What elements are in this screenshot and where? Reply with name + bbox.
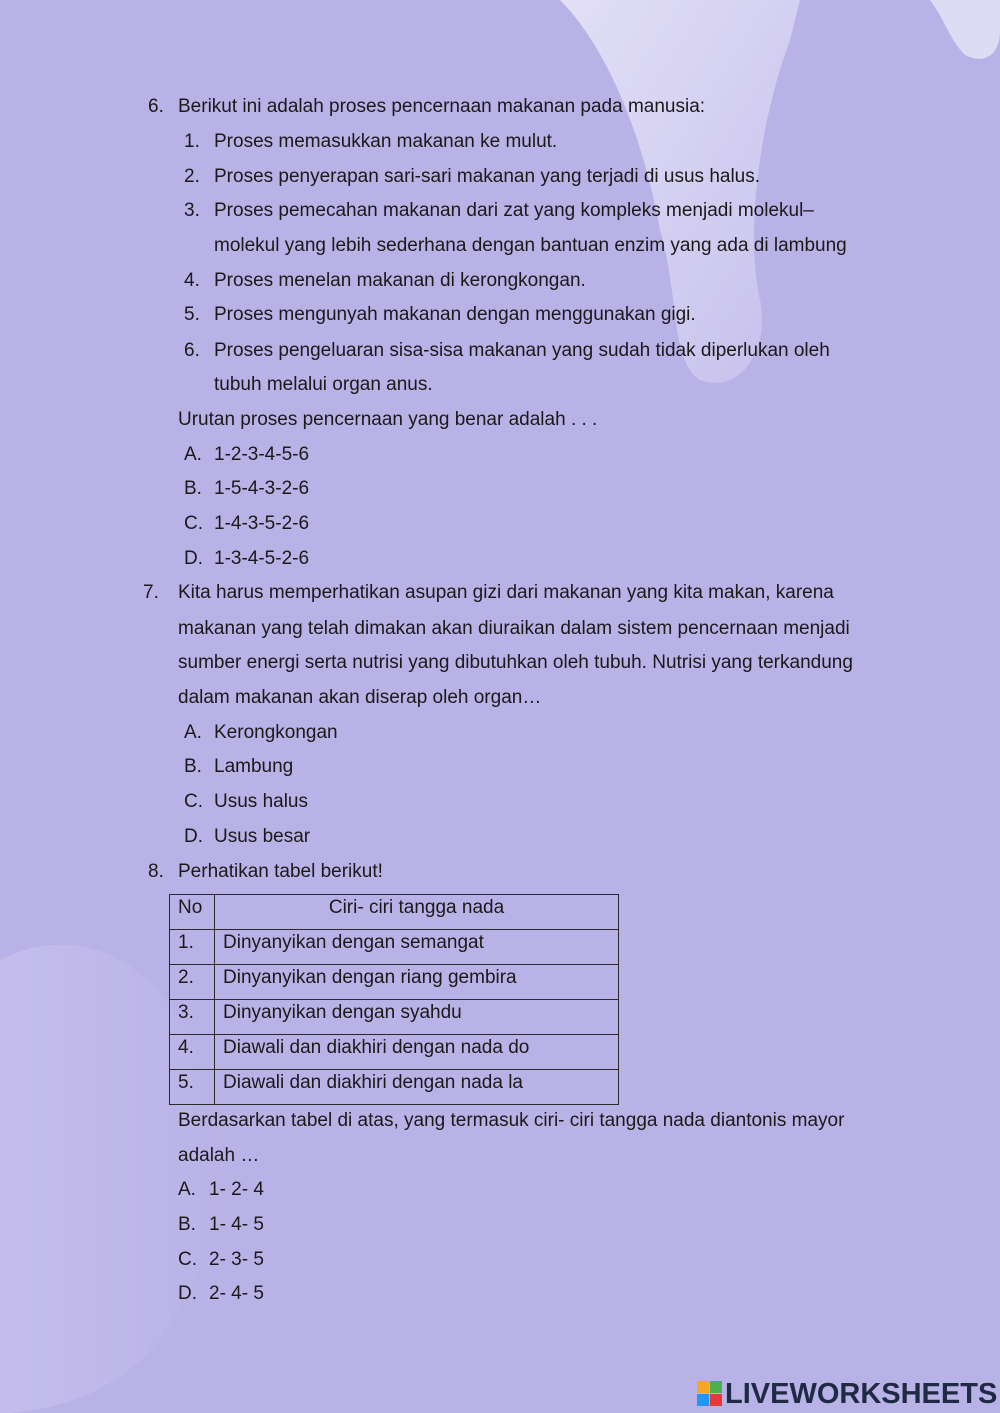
q6-option-letter: C. — [184, 513, 203, 534]
q6-question: Urutan proses pencernaan yang benar adalah . . . — [178, 409, 598, 430]
q6-option-letter: A. — [184, 444, 202, 465]
q8-option-c[interactable]: 2- 3- 5 — [209, 1249, 264, 1270]
q7-option-letter: B. — [184, 756, 202, 777]
liveworksheets-logo — [697, 1378, 997, 1410]
table-cell-ciri: Dinyanyikan dengan riang gembira — [215, 965, 619, 1000]
q8-number: 8. — [148, 861, 164, 882]
table-cell-ciri: Dinyanyikan dengan syahdu — [215, 1000, 619, 1035]
tangga-nada-table — [169, 894, 619, 1105]
q6-step-text: Proses memasukkan makanan ke mulut. — [214, 131, 558, 152]
q8-stem: Perhatikan tabel berikut! — [178, 861, 383, 882]
q6-step-number: 6. — [184, 340, 200, 361]
q7-text-line: dalam makanan akan diserap oleh organ… — [178, 687, 542, 708]
q8-question-line: Berdasarkan tabel di atas, yang termasuk ciri- ciri tangga nada diantonis mayor — [178, 1110, 845, 1131]
q6-option-a[interactable]: 1-2-3-4-5-6 — [214, 444, 310, 465]
q7-option-letter: A. — [184, 722, 202, 743]
table-header-row — [170, 895, 619, 930]
table-cell-no: 1. — [170, 930, 215, 965]
logo-text: LIVEWORKSHEETS — [725, 1377, 998, 1410]
table-cell-no: 4. — [170, 1035, 215, 1070]
q8-option-letter: C. — [178, 1249, 197, 1270]
table-cell-no: 5. — [170, 1070, 215, 1105]
table-row — [170, 930, 619, 965]
q7-option-c[interactable]: Usus halus — [214, 791, 308, 812]
q6-step-number: 3. — [184, 200, 200, 221]
q6-option-b[interactable]: 1-5-4-3-2-6 — [214, 478, 310, 499]
q6-option-letter: B. — [184, 478, 202, 499]
table-cell-no: 2. — [170, 965, 215, 1000]
q6-number: 6. — [148, 96, 164, 117]
q6-option-d[interactable]: 1-3-4-5-2-6 — [214, 548, 310, 569]
table-header-ciri: Ciri- ciri tangga nada — [215, 895, 619, 930]
liveworksheets-logo-icon — [697, 1381, 723, 1407]
q6-step-text: Proses pemecahan makanan dari zat yang kompleks menjadi molekul– — [214, 200, 814, 221]
q7-text-line: makanan yang telah dimakan akan diuraikan dalam sistem pencernaan menjadi — [178, 618, 850, 639]
table-row — [170, 1035, 619, 1070]
q7-option-letter: C. — [184, 791, 203, 812]
q7-number: 7. — [143, 582, 159, 603]
q8-question-line: adalah … — [178, 1145, 260, 1166]
q8-option-a[interactable]: 1- 2- 4 — [209, 1179, 264, 1200]
q7-option-b[interactable]: Lambung — [214, 756, 294, 777]
q6-step-text: Proses mengunyah makanan dengan menggunakan gigi. — [214, 304, 696, 325]
q7-option-d[interactable]: Usus besar — [214, 826, 311, 847]
q6-option-letter: D. — [184, 548, 203, 569]
q7-option-letter: D. — [184, 826, 203, 847]
q8-option-d[interactable]: 2- 4- 5 — [209, 1283, 264, 1304]
q8-option-b[interactable]: 1- 4- 5 — [209, 1214, 264, 1235]
q7-option-a[interactable]: Kerongkongan — [214, 722, 338, 743]
q6-step-number: 1. — [184, 131, 200, 152]
q6-option-c[interactable]: 1-4-3-5-2-6 — [214, 513, 310, 534]
q6-step-text: Proses pengeluaran sisa-sisa makanan yang sudah tidak diperlukan oleh — [214, 340, 830, 361]
q6-step-text: Proses menelan makanan di kerongkongan. — [214, 270, 586, 291]
q6-step-text: Proses penyerapan sari-sari makanan yang terjadi di usus halus. — [214, 166, 761, 187]
q6-step-text: tubuh melalui organ anus. — [214, 374, 433, 395]
q8-option-letter: B. — [178, 1214, 196, 1235]
q7-text-line: Kita harus memperhatikan asupan gizi dari makanan yang kita makan, karena — [178, 582, 834, 603]
q6-stem: Berikut ini adalah proses pencernaan makanan pada manusia: — [178, 96, 706, 117]
table-row — [170, 1070, 619, 1105]
table-cell-ciri: Diawali dan diakhiri dengan nada la — [215, 1070, 619, 1105]
table-cell-ciri: Dinyanyikan dengan semangat — [215, 930, 619, 965]
table-row — [170, 1000, 619, 1035]
drip-shape-right — [930, 0, 1000, 59]
q8-option-letter: D. — [178, 1283, 197, 1304]
table-cell-ciri: Diawali dan diakhiri dengan nada do — [215, 1035, 619, 1070]
table-row — [170, 965, 619, 1000]
q6-step-number: 4. — [184, 270, 200, 291]
table-header-no: No — [170, 895, 215, 930]
q7-text-line: sumber energi serta nutrisi yang dibutuhkan oleh tubuh. Nutrisi yang terkandung — [178, 652, 853, 673]
q6-step-number: 5. — [184, 304, 200, 325]
q6-step-number: 2. — [184, 166, 200, 187]
q6-step-text: molekul yang lebih sederhana dengan bantuan enzim yang ada di lambung — [214, 235, 847, 256]
q8-option-letter: A. — [178, 1179, 196, 1200]
table-cell-no: 3. — [170, 1000, 215, 1035]
